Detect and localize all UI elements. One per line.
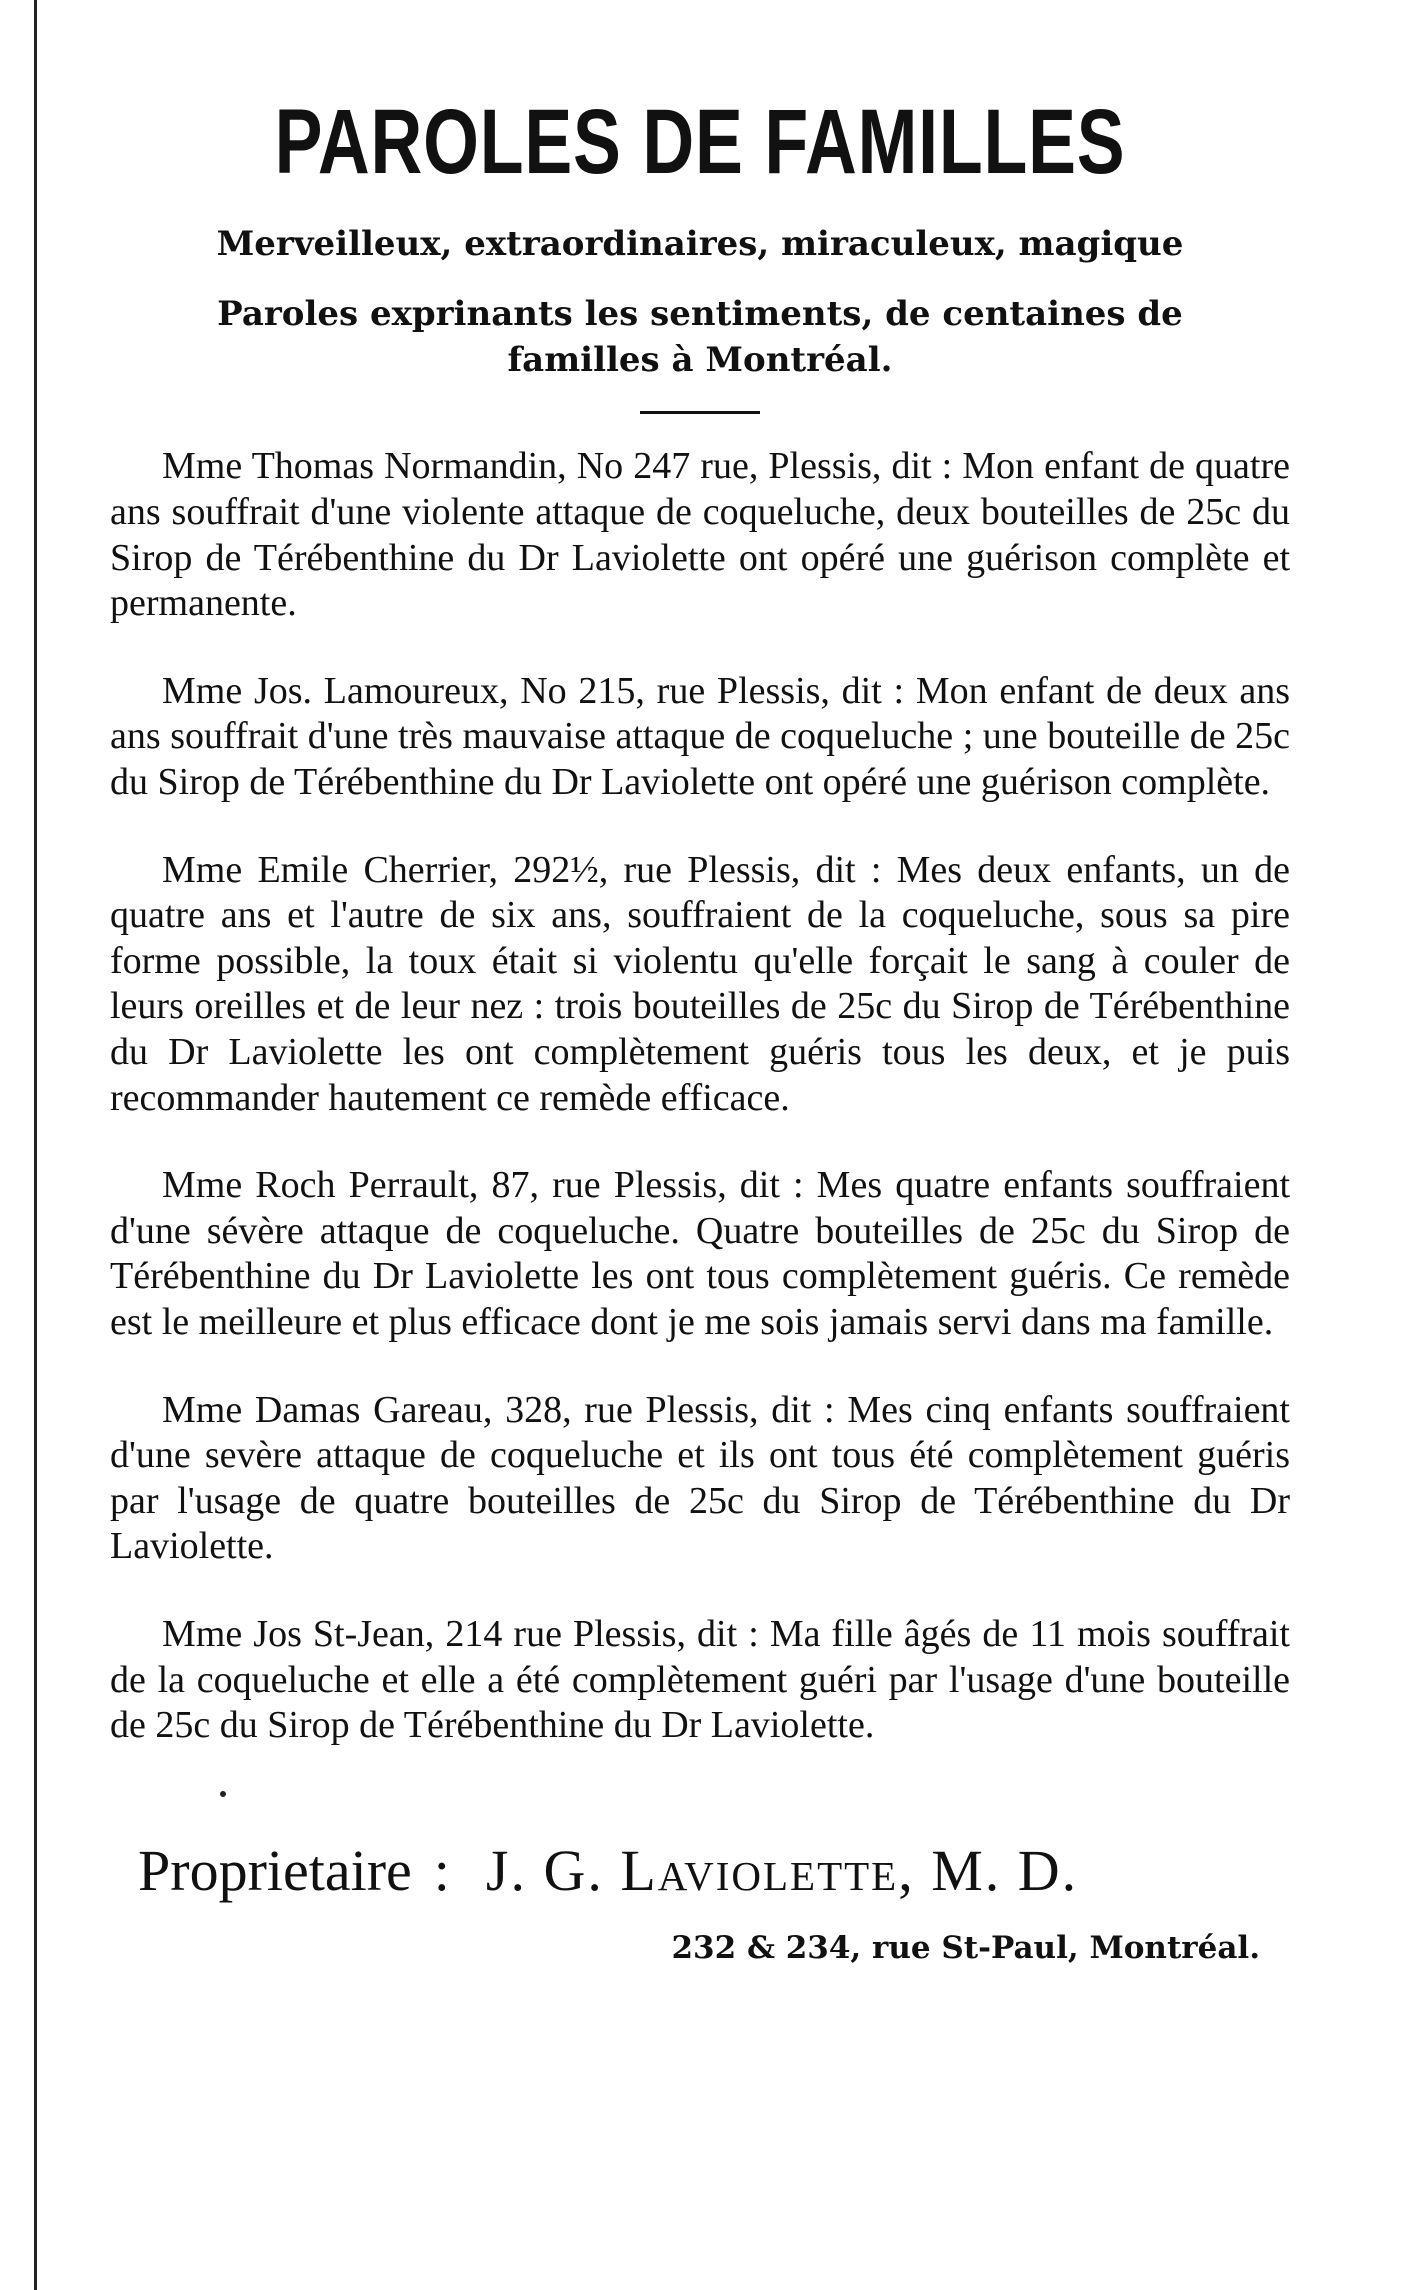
footer-dot xyxy=(220,1791,226,1797)
proprietor-line xyxy=(110,1837,1290,1904)
testimonial-st-jean: Mme Jos St-Jean, 214 rue Plessis, dit : Ma fille âgés de 11 mois souffrait de la coqueluche et elle a été complètement guéri par l'usage d'une bouteille de 25c du Sirop de Térébenthine du Dr Laviolette. xyxy=(110,1612,1290,1747)
proprietor-label: Proprietaire xyxy=(138,1837,412,1903)
section-divider xyxy=(640,411,760,414)
left-margin-rule xyxy=(34,0,37,2290)
testimonial-cherrier: Mme Emile Cherrier, 292½, rue Plessis, dit : Mes deux enfants, un de quatre ans et l'autre de six ans, souffraient de la coqueluche, sous sa pire forme possible, la toux était si violentu qu'elle forçait le sang à couler de leurs oreilles et de leur nez : trois bouteilles de 25c du Sirop de Térébenthine du Dr Laviolette les ont complètement guéris tous les deux, et je puis recommander hautement ce remède efficace. xyxy=(110,848,1290,1119)
proprietor-address: 232 & 234, rue St-Paul, Montréal. xyxy=(671,1929,1260,1966)
testimonial-normandin: Mme Thomas Normandin, No 247 rue, Plessis, dit : Mon enfant de quatre ans souffrait d'une violente attaque de coqueluche, deux bouteilles de 25c du Sirop de Térébenthine du Dr Laviolette ont opéré une guérison complète et permanente. xyxy=(110,445,1290,625)
proprietor-name: J. G. Laviolette, M. D. xyxy=(485,1837,1079,1903)
proprietor-colon: : xyxy=(433,1837,450,1903)
testimonial-gareau: Mme Damas Gareau, 328, rue Plessis, dit : Mes cinq enfants souffraient d'une sevère attaque de coqueluche et ils ont tous été complètement guéris par l'usage de quatre bouteilles de 25c du Sirop de Térébenthine du Dr Laviolette. xyxy=(110,1388,1290,1568)
document-page xyxy=(110,90,1290,1966)
subtitle-description: Paroles exprinants les sentiments, de centaines de familles à Montréal. xyxy=(217,293,1183,380)
testimonial-perrault: Mme Roch Perrault, 87, rue Plessis, dit : Mes quatre enfants souffraient d'une sévère attaque de coqueluche. Quatre bouteilles de 25c du Sirop de Térébenthine du Dr Laviolette les ont tous complètement guéris. Ce remède est le meilleure et plus efficace dont je me sois jamais servi dans ma famille. xyxy=(110,1164,1290,1343)
subtitle-tagline: Merveilleux, extraordinaires, miraculeux, magique xyxy=(216,223,1184,264)
page-title: PAROLES DE FAMILLES xyxy=(274,91,1126,193)
testimonial-lamoureux: Mme Jos. Lamoureux, No 215, rue Plessis, dit : Mon enfant de deux ans ans souffrait d'une très mauvaise attaque de coqueluche ; une bouteille de 25c du Sirop de Térébenthine du Dr Laviolette ont opéré une guérison complète. xyxy=(110,669,1290,804)
